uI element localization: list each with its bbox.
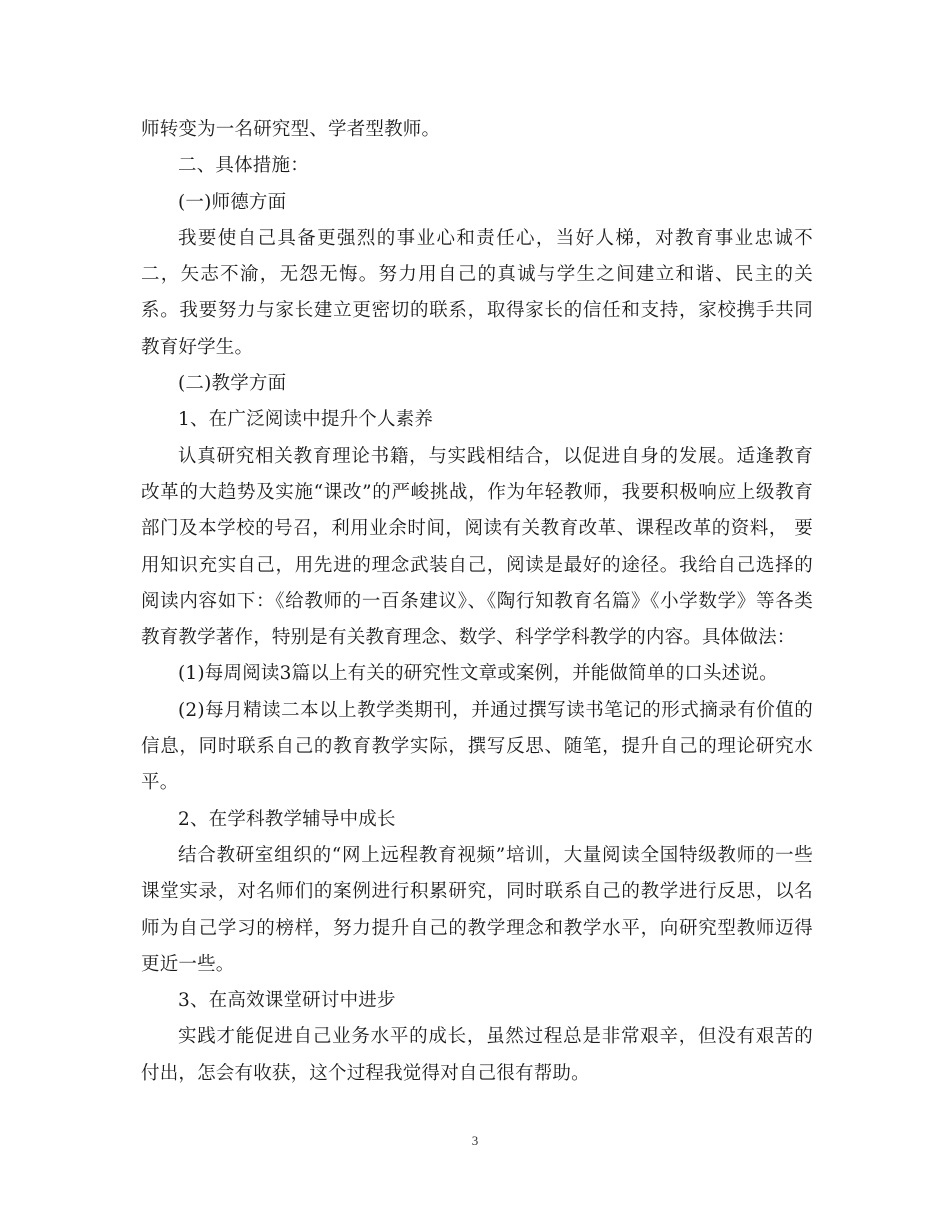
list-item-monthly-reading: (2)每月精读二本以上教学类期刊，并通过撰写读书笔记的形式摘录有价值的信息，同时联系自己的教育教学实际，撰写反思、随笔，提升自己的理论研究水平。 — [141, 699, 813, 794]
paragraph-classroom: 实践才能促进自己业务水平的成长，虽然过程总是非常艰辛，但没有艰苦的付出，怎会有收获，这个过程我觉得对自己很有帮助。 — [141, 1026, 813, 1084]
paragraph-continuation: 师转变为一名研究型、学者型教师。 — [141, 119, 441, 140]
item-heading-subject-teaching: 2、在学科教学辅导中成长 — [178, 808, 396, 830]
page-number: 3 — [471, 1133, 479, 1148]
paragraph-ethics: 我要使自己具备更强烈的事业心和责任心，当好人梯，对教育事业忠诚不二，矢志不渝，无怨无悔。努力用自己的真诚与学生之间建立和谐、民主的关系。我要努力与家长建立更密切的联系，取得家长的信任和支持，家校携手共同教育好学生。 — [141, 227, 813, 358]
list-item-weekly-reading: (1)每周阅读3篇以上有关的研究性文章或案例，并能做简单的口头述说。 — [178, 663, 778, 685]
paragraph-subject-teaching: 结合教研室组织的“网上远程教育视频”培训，大量阅读全国特级教师的一些课堂实录，对名师们的案例进行积累研究，同时联系自己的教学进行反思，以名师为自己学习的榜样，努力提升自己的教学理念和教学水平，向研究型教师迈得更近一些。 — [141, 844, 813, 975]
item-heading-reading: 1、在广泛阅读中提升个人素养 — [178, 409, 434, 431]
document-body — [141, 112, 813, 1092]
subsection-heading-teaching: (二)教学方面 — [178, 373, 287, 395]
paragraph-reading: 认真研究相关教育理论书籍，与实践相结合，以促进自身的发展。适逢教育改革的大趋势及实施“课改”的严峻挑战，作为年轻教师，我要积极响应上级教育部门及本学校的号召，利用业余时间，阅读有关教育改革、课程改革的资料， 要用知识充实自己，用先进的理念武装自己，阅读是最好的途径。我给自己选择的阅读内容如下：《给教师的一百条建议》、《陶行知教育名篇》《小学数学》等各类教育教学著作，特别是有关教育理念、数学、科学学科教学的内容。具体做法： — [141, 445, 813, 649]
item-heading-classroom: 3、在高效课堂研讨中进步 — [178, 990, 396, 1012]
subsection-heading-ethics: (一)师德方面 — [178, 191, 287, 213]
section-heading-measures: 二、具体措施： — [178, 155, 309, 177]
